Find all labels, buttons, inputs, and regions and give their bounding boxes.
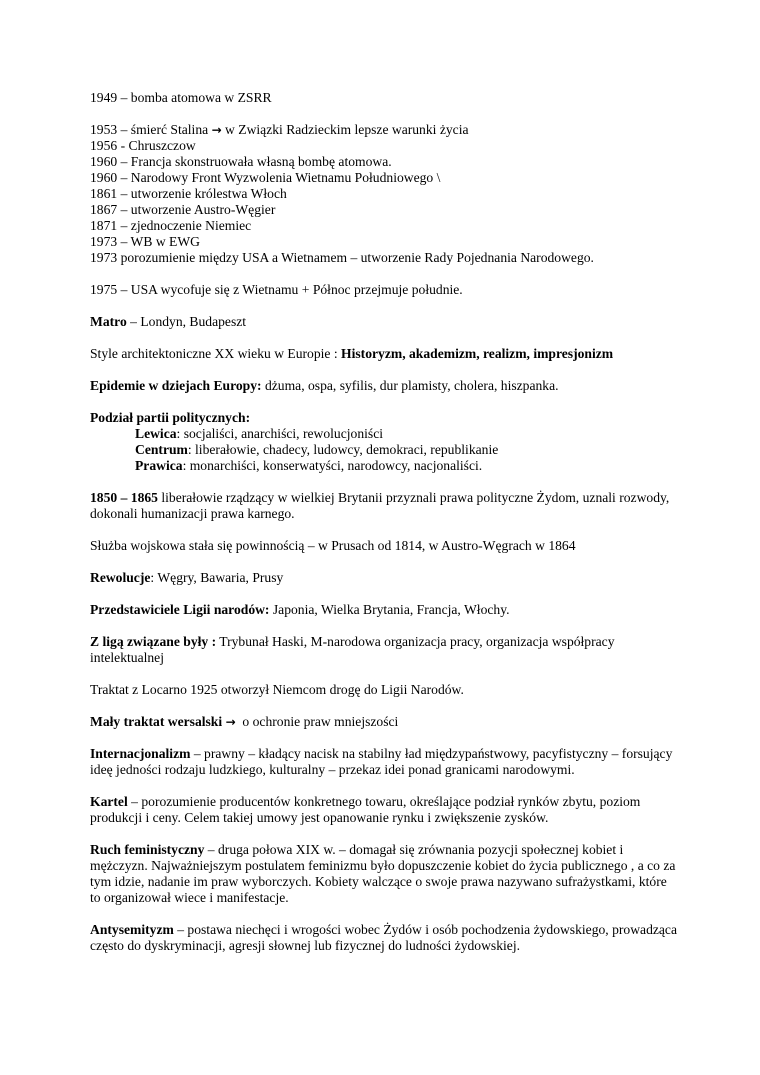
feminism-text: – druga połowa XIX w. – domagał się zrównania pozycji społecznej kobiet i mężczyzn. Najważniejszym postulatem feminizmu było dopuszczenie kobiet do życia publicznego , a co za tym idzie, nadanie im praw wyborczych. Kobiety walczące o swoje prawa nazywano sufrażystkami, które to organizował wiece i manifestacje. [90, 842, 676, 905]
league-related-paragraph [90, 634, 680, 666]
timeline-1956: 1956 - Chruszczow [90, 138, 196, 153]
internationalism-text: – prawny – kładący nacisk na stabilny ład międzypaństwowy, pacyfistyczny – forsujący ideę jedności rodzaju ludzkiego, kulturalny – przekaz idei ponad granicami narodowymi. [90, 746, 673, 777]
versailles-text: o ochronie praw mniejszości [242, 714, 399, 729]
styles-list: Historyzm, akademizm, realizm, impresjonizm [341, 346, 614, 361]
timeline-1861: 1861 – utworzenie królestwa Włoch [90, 186, 287, 201]
party-left [90, 426, 680, 442]
feminism-term: Ruch feministyczny [90, 842, 205, 857]
party-center-text: : liberałowie, chadecy, ludowcy, demokraci, republikanie [187, 442, 499, 457]
party-right [90, 458, 680, 474]
styles-line [90, 346, 680, 362]
cartel-text: – porozumienie producentów konkretnego towaru, określające podział rynków zbytu, poziom produkcji i ceny. Celem takiej umowy jest opanowanie rynku i zwiększenie zysków. [90, 794, 641, 825]
antisemitism-paragraph [90, 922, 680, 954]
revolutions-line [90, 570, 680, 586]
epidemics-term: Epidemie w dziejach Europy: [90, 378, 262, 393]
party-center [90, 442, 680, 458]
liberals-paragraph [90, 490, 680, 522]
matro-line [90, 314, 680, 330]
antisemitism-text: – postawa niechęci i wrogości wobec Żydów i osób pochodzenia żydowskiego, prowadząca często do dyskryminacji, agresji słownej lub fizycznej do ludności żydowskiej. [90, 922, 678, 953]
styles-text: Style architektoniczne XX wieku w Europie : [90, 346, 342, 361]
revolutions-term: Rewolucje [90, 570, 151, 585]
league-members-term: Przedstawiciele Ligii narodów: [90, 602, 270, 617]
party-left-text: : socjaliści, anarchiści, rewolucjoniści [176, 426, 384, 441]
league-related-term: Z ligą związane były : [90, 634, 217, 649]
locarno-line: Traktat z Locarno 1925 otworzył Niemcom drogę do Ligii Narodów. [90, 682, 464, 697]
league-members-line [90, 602, 680, 618]
revolutions-text: : Węgry, Bawaria, Prusy [150, 570, 284, 585]
military-line: Służba wojskowa stała się powinnością – w Prusach od 1814, w Austro-Węgrach w 1864 [90, 538, 576, 553]
party-center-term: Centrum [135, 442, 188, 457]
timeline-1949: 1949 – bomba atomowa w ZSRR [90, 90, 272, 105]
versailles-line [90, 714, 680, 730]
parties-heading-text: Podział partii politycznych: [90, 410, 251, 425]
party-left-term: Lewica [135, 426, 177, 441]
timeline-1953-continuation: w Związki Radzieckim lepsze warunki życia [225, 122, 469, 137]
matro-term: Matro [90, 314, 127, 329]
league-related-text: Trybunał Haski, M-narodowa organizacja pracy, organizacja współpracy intelektualnej [90, 634, 615, 665]
epidemics-line [90, 378, 680, 394]
timeline-1960-france: 1960 – Francja skonstruowała własną bombę atomowa. [90, 154, 392, 169]
document-page [90, 90, 680, 954]
timeline-1871: 1871 – zjednoczenie Niemiec [90, 218, 252, 233]
party-right-text: : monarchiści, konserwatyści, narodowcy, nacjonaliści. [182, 458, 483, 473]
versailles-term: Mały traktat wersalski [90, 714, 223, 729]
timeline-1975: 1975 – USA wycofuje się z Wietnamu + Północ przejmuje południe. [90, 282, 463, 297]
timeline-1953 [90, 122, 680, 138]
parties-heading [90, 410, 680, 426]
arrow-right-icon: → [225, 715, 236, 729]
antisemitism-term: Antysemityzm [90, 922, 174, 937]
matro-text: – Londyn, Budapeszt [126, 314, 247, 329]
timeline-1973-ewg: 1973 – WB w EWG [90, 234, 200, 249]
liberals-term: 1850 – 1865 [90, 490, 158, 505]
internationalism-term: Internacjonalizm [90, 746, 191, 761]
cartel-term: Kartel [90, 794, 128, 809]
feminism-paragraph [90, 842, 680, 906]
epidemics-text: dżuma, ospa, syfilis, dur plamisty, cholera, hiszpanka. [261, 378, 559, 393]
internationalism-paragraph [90, 746, 680, 778]
timeline-1960-vietnam: 1960 – Narodowy Front Wyzwolenia Wietnamu Południowego \ [90, 170, 441, 185]
liberals-text: liberałowie rządzący w wielkiej Brytanii przyznali prawa polityczne Żydom, uznali rozwody, dokonali humanizacji prawa karnego. [90, 490, 670, 521]
timeline-1973-agreement: 1973 porozumienie między USA a Wietnamem – utworzenie Rady Pojednania Narodowego. [90, 250, 594, 265]
party-right-term: Prawica [135, 458, 183, 473]
league-members-text: Japonia, Wielka Brytania, Francja, Włochy. [269, 602, 510, 617]
arrow-right-icon: → [211, 123, 222, 137]
cartel-paragraph [90, 794, 680, 826]
timeline-1953-text: 1953 – śmierć Stalina [90, 122, 209, 137]
timeline-1867: 1867 – utworzenie Austro-Węgier [90, 202, 276, 217]
